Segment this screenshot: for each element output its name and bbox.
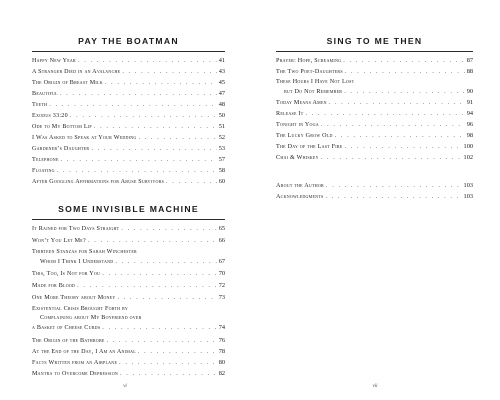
section-title-sing-to-me-then: SING TO ME THEN xyxy=(326,36,423,46)
toc-entry[interactable] xyxy=(276,56,473,66)
entry-page-number: 45 xyxy=(218,79,225,86)
entry-title: Happy New Year xyxy=(32,58,76,64)
entry-page-number: 70 xyxy=(218,270,225,277)
entry-title: The Lucky Grow Old xyxy=(276,133,333,139)
entry-page-number: 51 xyxy=(218,123,225,130)
entry-page-number: 94 xyxy=(466,110,473,117)
toc-entry[interactable] xyxy=(32,236,225,246)
entry-page-number: 82 xyxy=(218,370,225,377)
entry-page-number: 73 xyxy=(218,294,225,301)
entry-title-continued: Whom I Think I Understand xyxy=(40,259,114,265)
toc-entry[interactable] xyxy=(276,98,473,108)
entry-page-number: 48 xyxy=(218,101,225,108)
leader-dots xyxy=(345,68,465,77)
leader-dots xyxy=(344,143,461,152)
entry-title: One More Theory about Money xyxy=(32,295,116,301)
toc-entry[interactable] xyxy=(32,224,225,234)
entry-page-number: 57 xyxy=(218,156,225,163)
toc-entry[interactable] xyxy=(32,369,225,379)
toc-entry[interactable] xyxy=(32,358,225,368)
entry-page-number: 80 xyxy=(218,359,225,366)
leader-dots xyxy=(343,57,464,66)
toc-entry[interactable] xyxy=(32,347,225,357)
toc-entry[interactable] xyxy=(276,109,473,119)
toc-list xyxy=(276,0,473,400)
entry-page-number: 74 xyxy=(218,324,225,331)
entry-title: After Googling Affirmations for Abuse Survivors xyxy=(32,179,165,185)
entry-page-number: 98 xyxy=(466,132,473,139)
leader-dots xyxy=(121,225,216,234)
entry-page-number: 50 xyxy=(218,112,225,119)
entry-page-number: 52 xyxy=(218,134,225,141)
entry-title: These Hours I Have Not Lost xyxy=(276,79,355,85)
entry-page-number: 103 xyxy=(463,182,473,189)
entry-title: Prayer: Hope, Screaming xyxy=(276,58,342,64)
toc-entry[interactable] xyxy=(32,281,225,291)
leader-dots xyxy=(326,182,462,191)
entry-title: This, Too, Is Not for You xyxy=(32,271,101,277)
entry-title: Acknowledgments xyxy=(276,194,324,200)
entry-title: Won’t You Let Me? xyxy=(32,238,86,244)
leader-dots xyxy=(119,359,217,368)
entry-title-continued: Complaining about My Boyfriend over xyxy=(40,315,142,321)
toc-entry[interactable] xyxy=(276,67,473,77)
entry-page-number: 66 xyxy=(218,237,225,244)
entry-page-number: 67 xyxy=(218,258,225,265)
leader-dots xyxy=(344,88,465,97)
entry-title: The Two Poet-Daughters xyxy=(276,69,343,75)
leader-dots xyxy=(138,348,217,357)
leader-dots xyxy=(77,282,217,291)
entry-page-number: 103 xyxy=(463,193,473,200)
leader-dots xyxy=(321,121,465,130)
leader-dots xyxy=(115,258,216,267)
entry-title-continued: a Basket of Cheese Curds xyxy=(32,325,101,331)
entry-title: Ode to My Bottom Lip xyxy=(32,124,92,130)
entry-title: Release It xyxy=(276,111,304,117)
leader-dots xyxy=(120,370,217,379)
leader-dots xyxy=(329,99,465,108)
toc-entry[interactable] xyxy=(32,269,225,279)
section-title-pay-the-boatman: PAY THE BOATMAN xyxy=(78,36,179,46)
toc-entry[interactable] xyxy=(32,305,225,333)
entry-page-number: 102 xyxy=(463,154,473,161)
toc-entry[interactable] xyxy=(276,153,473,163)
entry-page-number: 60 xyxy=(218,178,225,185)
entry-page-number: 96 xyxy=(466,121,473,128)
entry-title: Existential Crisis Brought Forth by xyxy=(32,306,129,312)
page-number-folio: vii xyxy=(372,384,378,389)
toc-entry[interactable] xyxy=(32,336,225,346)
entry-title: Exodus 33:20 xyxy=(32,113,68,119)
entry-title: It Rained for Two Days Straight xyxy=(32,226,120,232)
entry-title: Tonight in Yoga xyxy=(276,122,319,128)
right-page xyxy=(250,0,500,400)
entry-title: Telephone xyxy=(32,157,59,163)
page-number-folio: vi xyxy=(123,384,127,389)
leader-dots xyxy=(102,324,216,333)
leader-dots xyxy=(321,154,462,163)
entry-page-number: 87 xyxy=(466,57,473,64)
entry-page-number: 47 xyxy=(218,90,225,97)
entry-page-number: 78 xyxy=(218,348,225,355)
entry-page-number: 41 xyxy=(218,57,225,64)
leader-dots xyxy=(107,337,217,346)
entry-title: A Stranger Died in an Avalanche xyxy=(32,69,121,75)
entry-page-number: 88 xyxy=(466,68,473,75)
entry-page-number: 91 xyxy=(466,99,473,106)
entry-title: Facts Written from an Airplane xyxy=(32,360,118,366)
entry-page-number: 43 xyxy=(218,68,225,75)
entry-title-continued: but Do Not Remember xyxy=(284,89,343,95)
toc-list xyxy=(32,0,225,400)
leader-dots xyxy=(102,270,217,279)
entry-title: Beautiful xyxy=(32,91,58,97)
toc-entry[interactable] xyxy=(276,181,473,191)
entry-title: Gardener’s Daughter xyxy=(32,146,90,152)
entry-title: Chai & Whiskey xyxy=(276,155,319,161)
entry-title: I Was Asked to Speak at Your Wedding xyxy=(32,135,137,141)
entry-title: Thirteen Stanzas for Sarah Winchester xyxy=(32,249,137,255)
leader-dots xyxy=(335,132,465,141)
entry-title: The Origin of Breast Milk xyxy=(32,80,103,86)
entry-title: The Day of the Last Fire xyxy=(276,144,343,150)
toc-entry[interactable] xyxy=(276,142,473,152)
entry-title: At the End of the Day, I Am an Animal xyxy=(32,349,136,355)
leader-dots xyxy=(88,237,217,246)
leader-dots xyxy=(305,110,464,119)
entry-page-number: 72 xyxy=(218,282,225,289)
entry-title: Today Means Amen xyxy=(276,100,327,106)
entry-page-number: 65 xyxy=(218,225,225,232)
entry-page-number: 90 xyxy=(466,88,473,95)
entry-title: Mantra to Overcome Depression xyxy=(32,371,118,377)
entry-title: Teeth xyxy=(32,102,48,108)
entry-title: Floating xyxy=(32,168,55,174)
toc-entry[interactable] xyxy=(32,248,225,267)
entry-title: The Origin of the Bathrobe xyxy=(32,338,105,344)
entry-page-number: 53 xyxy=(218,145,225,152)
toc-entry[interactable] xyxy=(276,78,473,97)
leader-dots xyxy=(117,294,216,303)
toc-entry[interactable] xyxy=(276,131,473,141)
section-title-some-invisible-machine: SOME INVISIBLE MACHINE xyxy=(58,204,199,214)
toc-entry[interactable] xyxy=(276,120,473,130)
entry-title: About the Author xyxy=(276,183,324,189)
entry-title: Made for Blood xyxy=(32,283,76,289)
entry-page-number: 76 xyxy=(218,337,225,344)
toc-entry[interactable] xyxy=(276,192,473,202)
leader-dots xyxy=(325,193,461,202)
entry-page-number: 100 xyxy=(463,143,473,150)
entry-page-number: 58 xyxy=(218,167,225,174)
toc-entry[interactable] xyxy=(32,293,225,303)
